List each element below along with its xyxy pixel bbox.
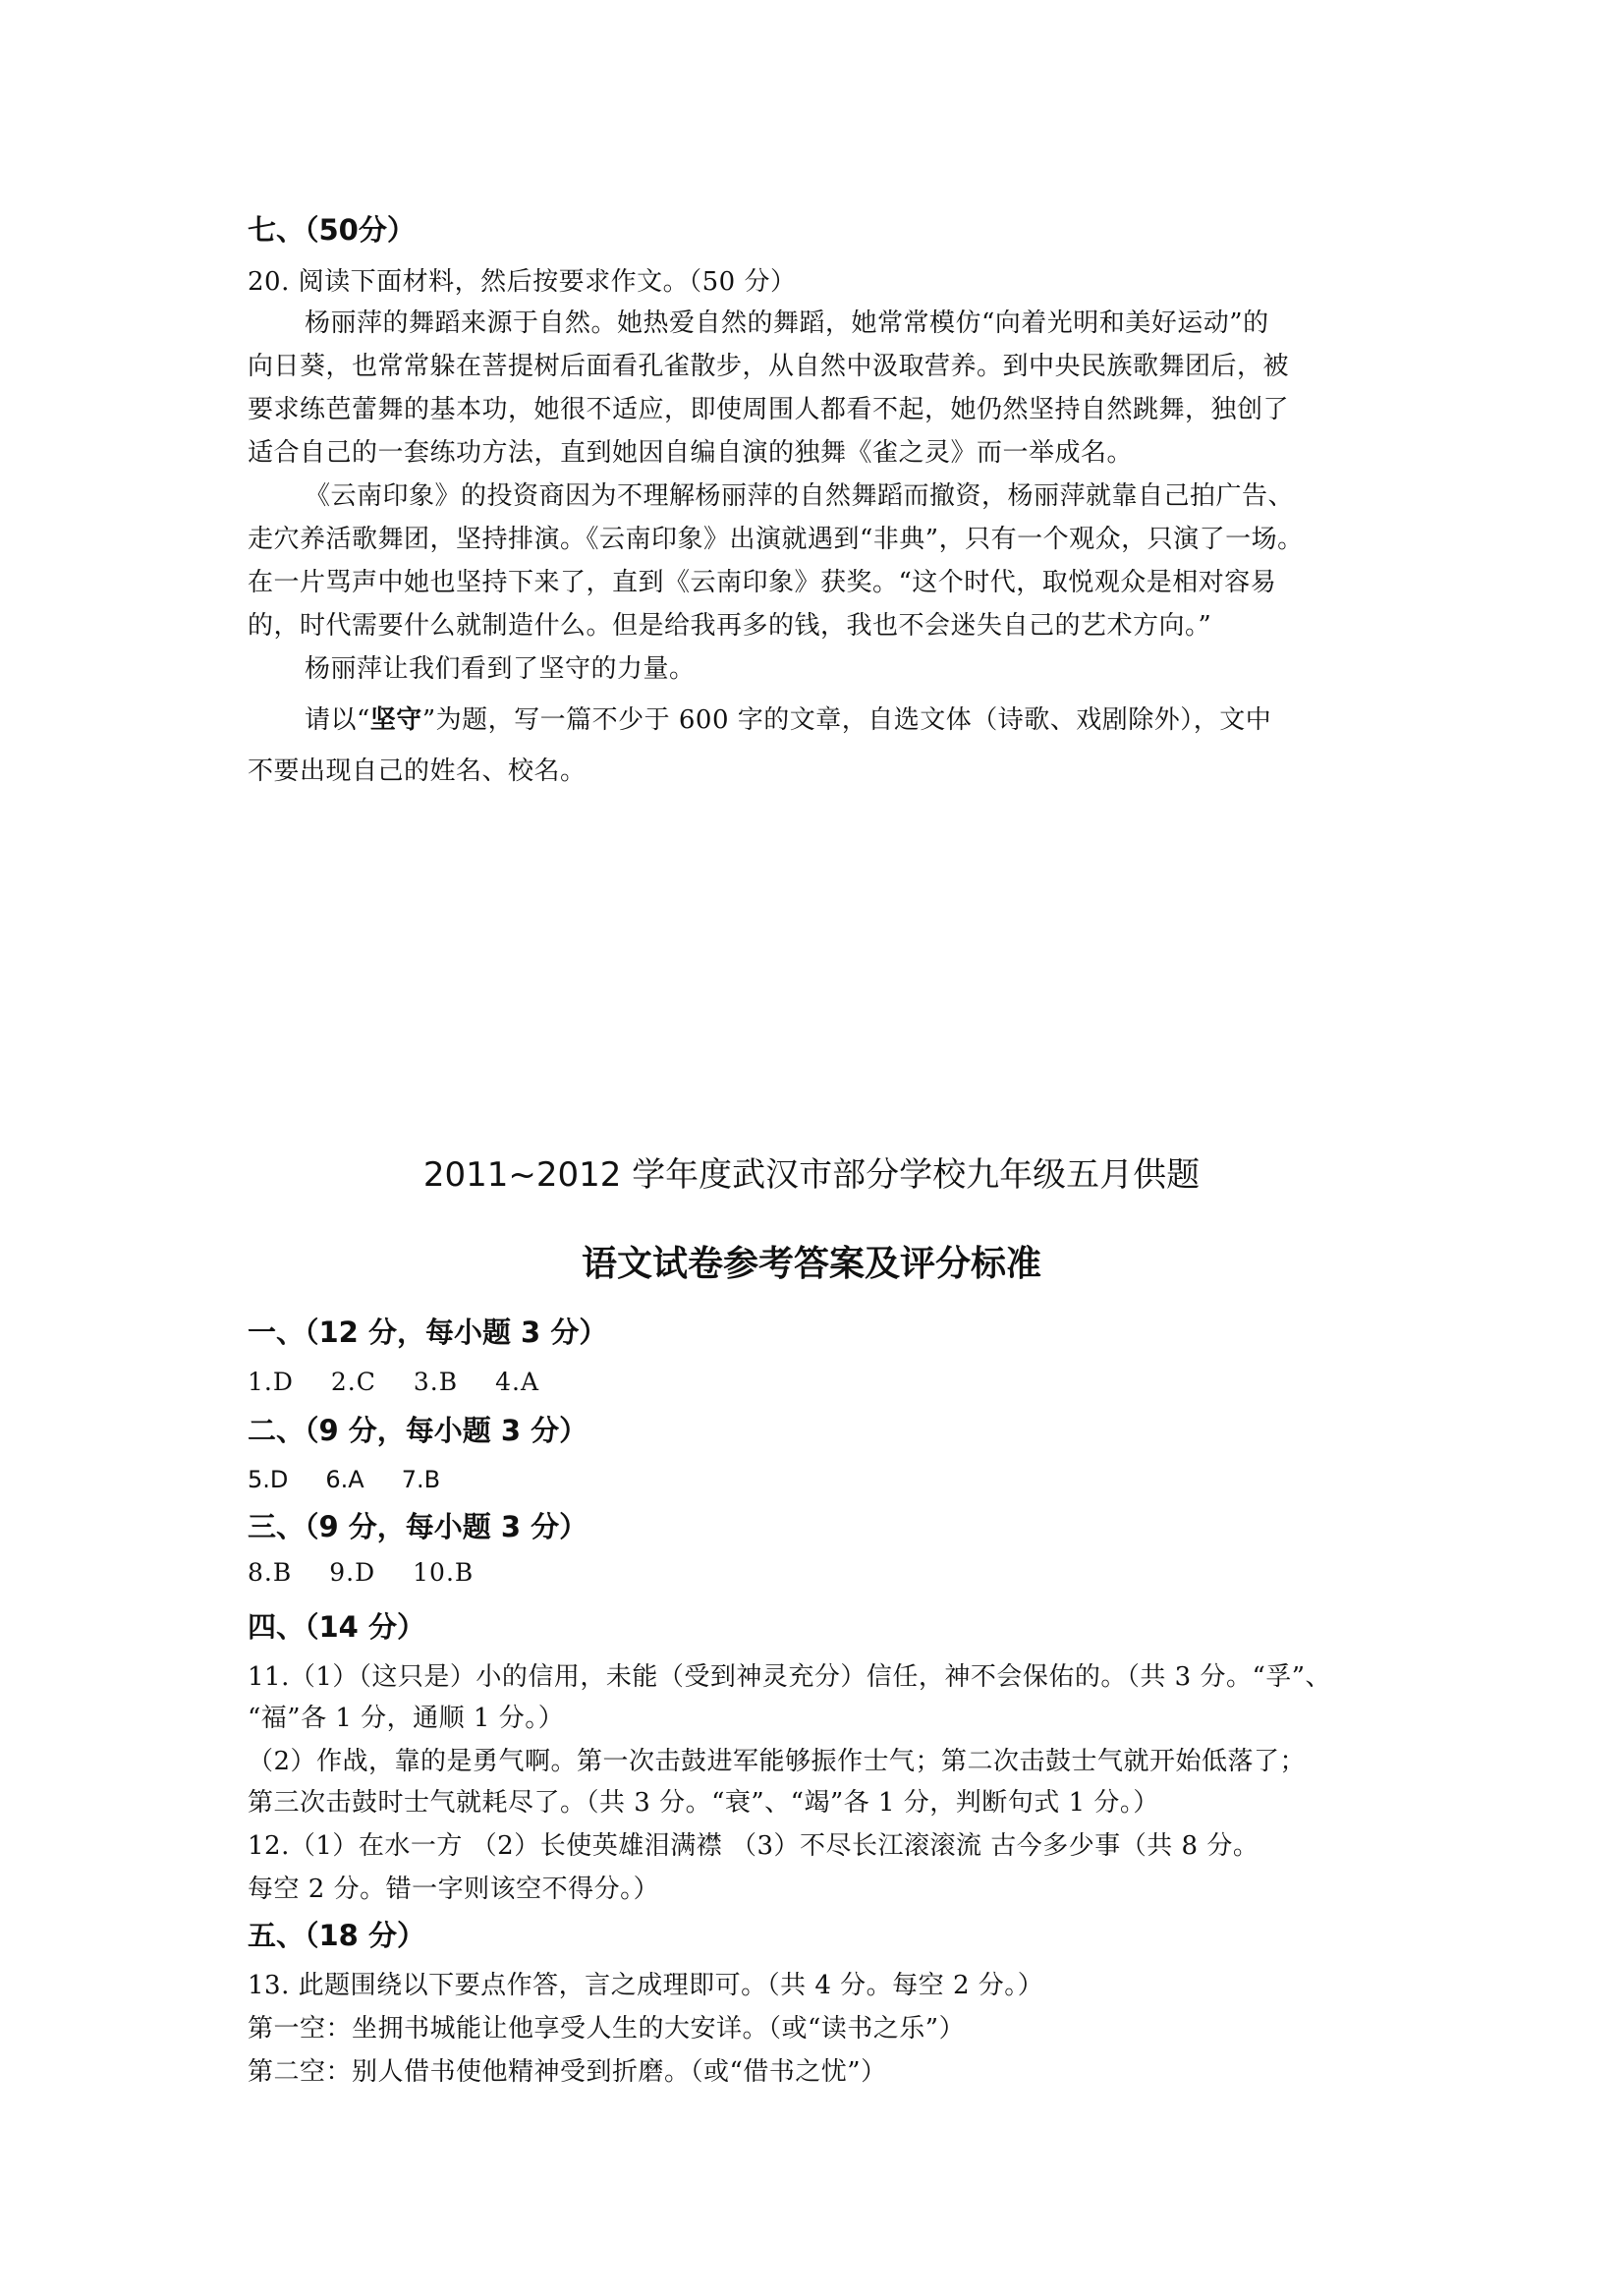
answer-sec2-list — [248, 1466, 1387, 1493]
prompt-topic: 坚守 — [369, 705, 422, 735]
answer-item: 5.D — [248, 1466, 289, 1493]
answer-sec1-heading: 一、（12 分，每小题 3 分） — [248, 1316, 608, 1349]
material-para1-line2: 向日葵，也常常躲在菩提树后面看孔雀散步，从自然中汲取营养。到中央民族歌舞团后，被 — [248, 352, 1290, 381]
answer-item: 8.B — [248, 1558, 293, 1587]
material-para2-line1: 《云南印象》的投资商因为不理解杨丽萍的自然舞蹈而撤资，杨丽萍就靠自己拍广告、 — [305, 481, 1295, 511]
answer-item: 4.A — [495, 1368, 540, 1396]
answer-sec4-line: （2）作战，靠的是勇气啊。第一次击鼓进军能够振作士气；第二次击鼓士气就开始低落了； — [248, 1747, 1307, 1776]
answer-sec5-line: 第一空：坐拥书城能让他享受人生的大安详。（或“读书之乐”） — [248, 2014, 966, 2044]
answer-sec5-line: 第二空：别人借书使他精神受到折磨。（或“借书之忧”） — [248, 2057, 887, 2087]
answer-sec1-list — [248, 1368, 1387, 1396]
answer-key-subtitle: 语文试卷参考答案及评分标准 — [581, 1244, 1041, 1284]
answer-sec3-heading: 三、（9 分，每小题 3 分） — [248, 1510, 588, 1543]
material-para3: 杨丽萍让我们看到了坚守的力量。 — [305, 654, 696, 684]
prompt-pre: 请以“ — [305, 705, 370, 735]
answer-sec5-line: 13. 此题围绕以下要点作答，言之成理即可。（共 4 分。每空 2 分。） — [248, 1971, 1044, 2000]
answer-sec2-heading: 二、（9 分，每小题 3 分） — [248, 1414, 588, 1447]
answer-item: 9.D — [329, 1558, 376, 1587]
answer-sec4-line: 第三次击鼓时士气就耗尽了。（共 3 分。“衰”、“竭”各 1 分，判断句式 1 分。） — [248, 1788, 1159, 1818]
answer-key-title: 2011~2012 学年度武汉市部分学校九年级五月供题 — [422, 1155, 1201, 1195]
answer-item: 6.A — [325, 1466, 364, 1493]
answer-item: 2.C — [330, 1368, 376, 1396]
material-para1-line3: 要求练芭蕾舞的基本功，她很不适应，即使周围人都看不起，她仍然坚持自然跳舞，独创了 — [248, 395, 1290, 424]
writing-prompt-line2: 不要出现自己的姓名、校名。 — [248, 756, 587, 786]
answer-sec5-heading: 五、（18 分） — [248, 1919, 425, 1952]
writing-prompt-line1 — [248, 700, 1387, 736]
answer-sec4-heading: 四、（14 分） — [248, 1610, 425, 1644]
material-para1-line4: 适合自己的一套练功方法，直到她因自编自演的独舞《雀之灵》而一举成名。 — [248, 438, 1134, 468]
material-para2-line4: 的，时代需要什么就制造什么。但是给我再多的钱，我也不会迷失自己的艺术方向。” — [248, 611, 1212, 641]
answer-sec4-line: 12.（1）在水一方 （2）长使英雄泪满襟 （3）不尽长江滚滚流 古今多少事（共 8 分。 — [248, 1831, 1259, 1861]
material-para2-line2: 走穴养活歌舞团，坚持排演。《云南印象》出演就遇到“非典”，只有一个观众，只演了一场。 — [248, 525, 1304, 554]
answer-item: 7.B — [401, 1466, 441, 1493]
prompt-post: ”为题，写一篇不少于 600 字的文章，自选文体（诗歌、戏剧除外），文中 — [421, 705, 1272, 735]
answer-item: 10.B — [413, 1558, 475, 1587]
answer-sec3-list — [248, 1558, 1387, 1587]
question-20-intro: 20. 阅读下面材料，然后按要求作文。（50 分） — [248, 267, 797, 297]
material-para1-line1: 杨丽萍的舞蹈来源于自然。她热爱自然的舞蹈，她常常模仿“向着光明和美好运动”的 — [305, 308, 1269, 338]
answer-item: 1.D — [248, 1368, 294, 1396]
section-7-heading: 七、（50分） — [248, 213, 416, 247]
answer-item: 3.B — [413, 1368, 459, 1396]
answer-sec4-line: 每空 2 分。错一字则该空不得分。） — [248, 1875, 660, 1904]
answer-sec4-line: 11.（1）（这只是）小的信用，未能（受到神灵充分）信任，神不会保佑的。（共 3 分。“孚”、 — [248, 1662, 1332, 1692]
answer-sec4-line: “福”各 1 分，通顺 1 分。） — [248, 1704, 565, 1733]
material-para2-line3: 在一片骂声中她也坚持下来了，直到《云南印象》获奖。“这个时代，取悦观众是相对容易 — [248, 568, 1277, 597]
